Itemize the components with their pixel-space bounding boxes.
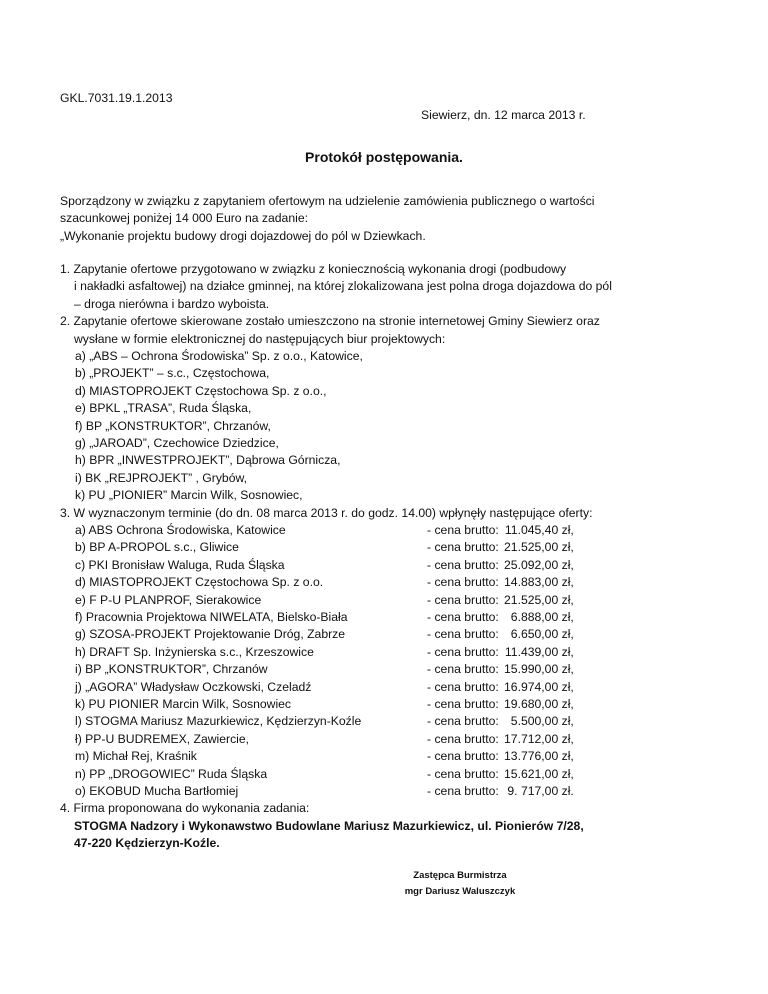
signature-name: mgr Dariusz Waluszczyk — [404, 886, 516, 897]
offer-price: 5.500,00 zł, — [510, 714, 574, 729]
offer-row — [60, 713, 760, 730]
recipient-item: g) „JAROAD”, Czechowice Dziedzice, — [75, 436, 279, 451]
recipient-item: e) BPKL „TRASA”, Ruda Śląska, — [75, 401, 252, 416]
offer-price: 21.525,00 zł, — [504, 540, 574, 555]
recipient-list — [60, 348, 760, 505]
offer-bidder: i) BP „KONSTRUKTOR”, Chrzanów — [75, 662, 268, 677]
offer-row — [60, 748, 760, 765]
protocol-points — [60, 261, 760, 853]
offer-bidder: k) PU PIONIER Marcin Wilk, Sosnowiec — [75, 697, 292, 711]
offer-row — [60, 522, 760, 539]
offer-bidder: c) PKI Bronisław Waluga, Ruda Śląska — [75, 557, 285, 572]
offer-row — [60, 766, 760, 783]
point-4-line: 4. Firma proponowana do wykonania zadania: — [60, 801, 310, 816]
offer-price-label: - cena brutto: — [427, 592, 499, 607]
offer-price-label: - cena brutto: — [427, 644, 499, 659]
intro-line: szacunkowej poniżej 14 000 Euro na zadanie: — [60, 211, 308, 226]
offer-price: 11.045,40 zł, — [504, 523, 574, 538]
offer-price-label: - cena brutto: — [427, 575, 499, 590]
offer-price-label: - cena brutto: — [427, 749, 499, 764]
offer-price-label: - cena brutto: — [427, 627, 499, 642]
offer-bidder: b) BP A-PROPOL s.c., Gliwice — [75, 540, 239, 555]
offer-bidder: ł) PP-U BUDREMEX, Zawiercie, — [75, 731, 250, 746]
intro-line: Sporządzony w związku z zapytaniem ofertowym na udzielenie zamówienia publicznego o wartości — [60, 194, 595, 208]
offer-price: 19.680,00 zł, — [504, 697, 574, 711]
offer-bidder: g) SZOSA-PROJEKT Projektowanie Dróg, Zabrze — [75, 627, 346, 642]
selected-company: STOGMA Nadzory i Wykonawstwo Budowlane Mariusz Mazurkiewicz, ul. Pionierów 7/28, — [74, 818, 584, 833]
offer-bidder: f) Pracownia Projektowa NIWELATA, Bielsko-Biała — [75, 610, 348, 625]
offer-row — [60, 644, 760, 661]
offer-price: 16.974,00 zł, — [504, 679, 574, 694]
offer-bidder: o) EKOBUD Mucha Bartłomiej — [75, 783, 239, 798]
document-reference-number: GKL.7031.19.1.2013 — [60, 91, 173, 105]
offer-price: 9. 717,00 zł. — [507, 783, 574, 798]
offer-price: 11.439,00 zł, — [504, 644, 574, 659]
offer-row — [60, 557, 760, 574]
offer-price-label: - cena brutto: — [427, 766, 499, 781]
offer-row — [60, 783, 760, 800]
offer-price-label: - cena brutto: — [427, 714, 499, 729]
recipient-item: f) BP „KONSTRUKTOR”, Chrzanów, — [75, 418, 271, 433]
offer-bidder: m) Michał Rej, Kraśnik — [75, 749, 197, 764]
offer-bidder: a) ABS Ochrona Środowiska, Katowice — [75, 523, 286, 538]
offer-row — [60, 696, 760, 713]
selected-company-address: 47-220 Kędzierzyn-Koźle. — [74, 836, 220, 851]
offer-price: 17.712,00 zł, — [504, 731, 574, 746]
offer-row — [60, 574, 760, 591]
intro-paragraph — [60, 193, 750, 245]
offer-row — [60, 626, 760, 643]
offer-row — [60, 592, 760, 609]
point-2-line: 2. Zapytanie ofertowe skierowane zostało umieszczono na stronie internetowej Gminy Siewierz oraz — [60, 314, 600, 329]
offer-row — [60, 609, 760, 626]
recipient-item: d) MIASTOPROJEKT Częstochowa Sp. z o.o., — [75, 383, 327, 398]
offer-price-label: - cena brutto: — [427, 540, 499, 555]
recipient-item: i) BK „REJPROJEKT” , Grybów, — [75, 470, 248, 485]
offer-bidder: d) MIASTOPROJEKT Częstochowa Sp. z o.o. — [75, 575, 324, 590]
offer-price: 6.650,00 zł, — [510, 627, 574, 642]
offer-row — [60, 539, 760, 556]
recipient-item: a) „ABS – Ochrona Środowiska” Sp. z o.o., Katowice, — [75, 349, 363, 364]
point-1-line: – droga nierówna i bardzo wyboista. — [74, 296, 270, 311]
recipient-item: k) PU „PIONIER” Marcin Wilk, Sosnowiec, — [75, 488, 303, 503]
offer-bidder: j) „AGORA” Władysław Oczkowski, Czeladź — [75, 679, 312, 694]
signature-role: Zastępca Burmistrza — [413, 870, 507, 881]
offer-price: 15.990,00 zł, — [504, 662, 574, 677]
offer-bidder: h) DRAFT Sp. Inżynierska s.c., Krzeszowice — [75, 644, 314, 659]
offer-row — [60, 679, 760, 696]
point-1-line: 1. Zapytanie ofertowe przygotowano w związku z koniecznością wykonania drogi (podbudowy — [60, 262, 567, 276]
recipient-item: h) BPR „INWESTPROJEKT”, Dąbrowa Górnicza, — [75, 453, 341, 468]
offer-price-label: - cena brutto: — [427, 783, 499, 798]
offer-row — [60, 731, 760, 748]
offer-price-label: - cena brutto: — [427, 731, 499, 746]
offer-price: 13.776,00 zł, — [504, 749, 574, 764]
offer-row — [60, 661, 760, 678]
offer-price: 15.621,00 zł, — [504, 766, 574, 781]
offer-price: 21.525,00 zł, — [504, 592, 574, 607]
offer-bidder: l) STOGMA Mariusz Mazurkiewicz, Kędzierzyn-Koźle — [75, 714, 362, 729]
offer-price: 14.883,00 zł, — [504, 575, 574, 590]
intro-line: „Wykonanie projektu budowy drogi dojazdowej do pól w Dziewkach. — [60, 228, 426, 243]
offer-price-label: - cena brutto: — [427, 662, 499, 677]
point-2-line: wysłane w formie elektronicznej do następujących biur projektowych: — [74, 331, 446, 346]
offer-bidder: n) PP „DROGOWIEC” Ruda Śląska — [75, 766, 268, 781]
document-title: Protokół postępowania. — [305, 149, 463, 165]
offer-bidder: e) F P-U PLANPROF, Sierakowice — [75, 592, 262, 607]
place-and-date: Siewierz, dn. 12 marca 2013 r. — [421, 108, 586, 122]
offer-price: 6.888,00 zł, — [510, 610, 574, 625]
offer-price-label: - cena brutto: — [427, 679, 499, 694]
offer-price-label: - cena brutto: — [427, 523, 499, 538]
point-3-line: 3. W wyznaczonym terminie (do dn. 08 marca 2013 r. do godz. 14.00) wpłynęły następujące oferty: — [60, 505, 593, 520]
offer-list — [60, 522, 760, 800]
recipient-item: b) „PROJEKT” – s.c., Częstochowa, — [75, 366, 270, 381]
offer-price-label: - cena brutto: — [427, 610, 499, 625]
offer-price-label: - cena brutto: — [427, 557, 499, 572]
point-1-line: i nakładki asfaltowej) na działce gminnej, na której zlokalizowana jest polna droga dojazdowa do pól — [74, 279, 612, 294]
offer-price-label: - cena brutto: — [427, 697, 499, 711]
offer-price: 25.092,00 zł, — [504, 557, 574, 572]
